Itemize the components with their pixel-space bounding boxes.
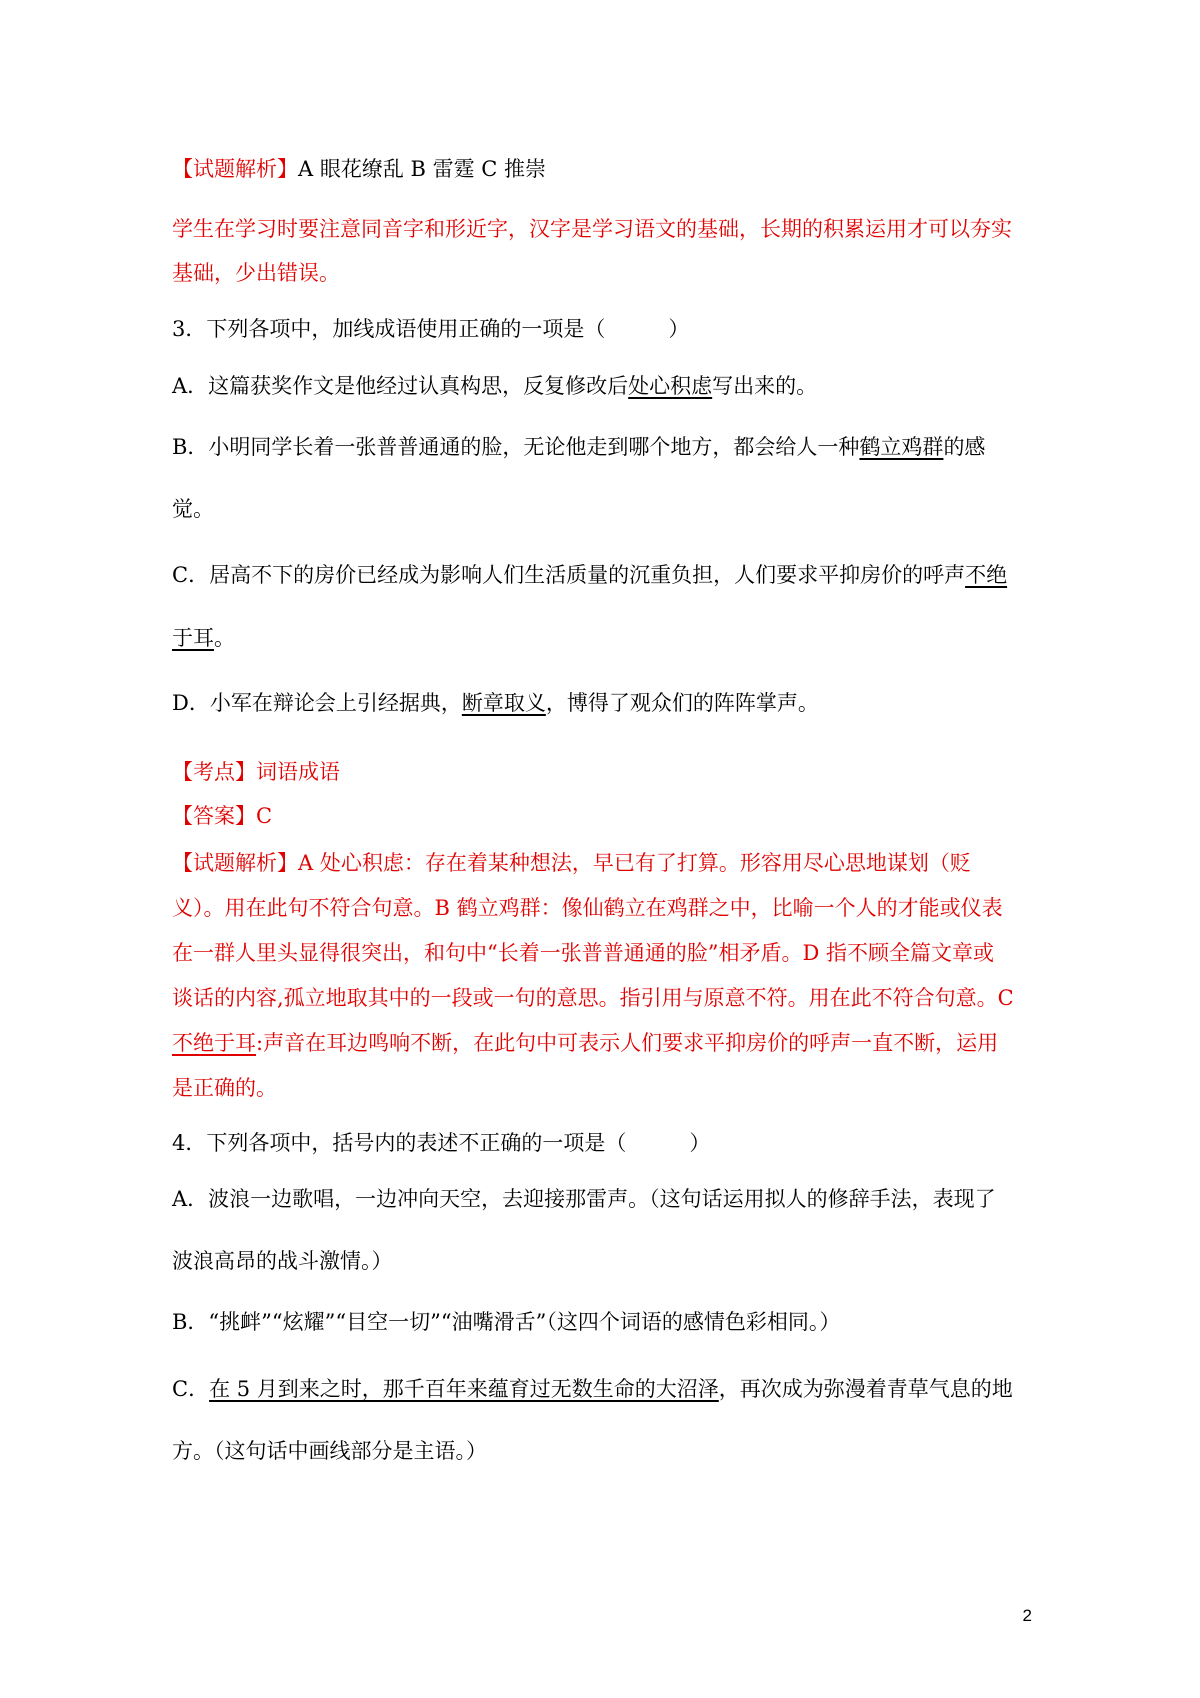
q4-option-c [172,1374,1013,1404]
analysis-line-5 [172,1028,998,1058]
kaodian-text: 词语成语 [256,760,340,784]
answer-text: C [256,804,273,828]
analysis-line-2: 义）。用在此句不符合句意。B 鹤立鸡群：像仙鹤立在鸡群之中，比喻一个人的才能或仪表 [172,896,1003,920]
analysis-text-5: :声音在耳边鸣响不断，在此句中可表示人们要求平抑房价的呼声一直不断，运用 [256,1031,999,1055]
analysis-underlined: 不绝于耳 [172,1031,256,1055]
q4-stem: 4．下列各项中，括号内的表述不正确的一项是（ ） [172,1131,711,1155]
analysis-text-1: A 处心积虑：存在着某种想法，早已有了打算。形容用尽心思地谋划（贬 [298,851,971,875]
analysis-top-label: 【试题解析】 [172,157,298,181]
kaodian [172,757,340,787]
q3-option-b [172,432,985,462]
analysis-line-3: 在一群人里头显得很突出，和句中“长着一张普普通通的脸”相矛盾。D 指不顾全篇文章或 [172,941,994,965]
analysis-top-text: A 眼花缭乱 B 雷霆 C 推崇 [298,157,547,181]
answer [172,801,272,831]
q4-c-post: ，再次成为弥漫着青草气息的地 [718,1377,1013,1401]
q4-option-a: A．波浪一边歌唱，一边冲向天空，去迎接那雷声。（这句话运用拟人的修辞手法，表现了 [172,1187,996,1211]
q3-c-pre: C．居高不下的房价已经成为影响人们生活质量的沉重负担，人们要求平抑房价的呼声 [172,563,966,587]
analysis-label: 【试题解析】 [172,851,298,875]
q3-b-post: 的感 [943,435,986,459]
q3-d-pre: D．小军在辩论会上引经据典， [172,691,462,715]
page-number: 2 [1022,1606,1032,1625]
kaodian-label: 【考点】 [172,760,256,784]
q3-option-b-line2: 觉。 [172,497,214,521]
q4-option-c-line2: 方。（这句话中画线部分是主语。） [172,1439,487,1463]
analysis-top [172,154,546,184]
q4-option-a-line2: 波浪高昂的战斗激情。） [172,1249,393,1273]
answer-label: 【答案】 [172,804,256,828]
q3-stem: 3．下列各项中，加线成语使用正确的一项是（ ） [172,317,690,341]
q3-option-c [172,560,1007,590]
q3-c-underlined-2: 于耳 [172,626,214,650]
note-line-1: 学生在学习时要注意同音字和形近字，汉字是学习语文的基础，长期的积累运用才可以夯实 [172,217,1012,241]
q3-option-a [172,371,817,401]
q3-a-post: 写出来的。 [712,374,818,398]
q3-d-underlined: 断章取义 [461,691,546,715]
q3-option-c-line2 [172,623,235,653]
q4-c-underlined: 在 5 月到来之时，那千百年来蕴育过无数生命的大沼泽 [209,1377,719,1401]
q3-c-post: 。 [214,626,235,650]
analysis-line-6: 是正确的。 [172,1076,277,1100]
q4-option-b: B．“挑衅”“炫耀”“目空一切”“油嘴滑舌”（这四个词语的感情色彩相同。） [172,1310,841,1334]
q3-a-pre: A．这篇获奖作文是他经过认真构思，反复修改后 [172,374,629,398]
q4-c-pre: C． [172,1377,210,1401]
note-line-2: 基础，少出错误。 [172,261,340,285]
q3-c-underlined-1: 不绝 [965,563,1008,587]
analysis-line-4: 谈话的内容,孤立地取其中的一段或一句的意思。指引用与原意不符。用在此不符合句意。C [172,986,1014,1010]
analysis-line-1 [172,848,971,878]
q3-d-post: ，博得了观众们的阵阵掌声。 [545,691,819,715]
q3-a-underlined: 处心积虑 [628,374,713,398]
q3-option-d [172,688,819,718]
q3-b-underlined: 鹤立鸡群 [859,435,944,459]
q3-b-pre: B．小明同学长着一张普普通通的脸，无论他走到哪个地方，都会给人一种 [172,435,860,459]
